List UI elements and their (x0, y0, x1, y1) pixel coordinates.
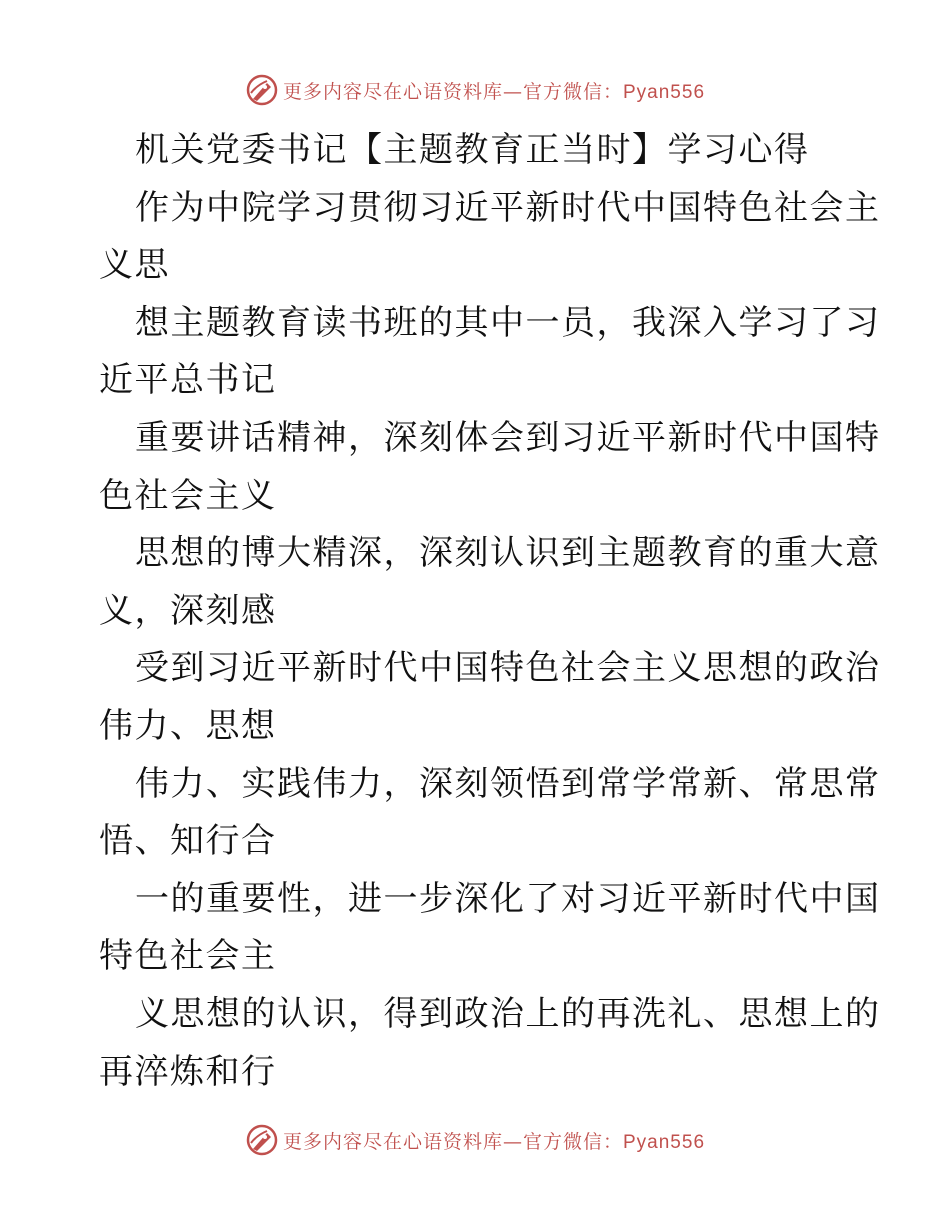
pen-nib-logo-icon (245, 73, 279, 107)
paragraph-line: 重要讲话精神，深刻体会到习近平新时代中国特 (135, 417, 881, 458)
paragraph-line: 色社会主义 (99, 475, 277, 516)
paragraph-line: 悟、知行合 (99, 821, 277, 862)
paragraph-line: 一的重要性，进一步深化了对习近平新时代中国 (135, 878, 881, 919)
paragraph-line: 近平总书记 (99, 360, 277, 401)
footer-banner-text (283, 1127, 705, 1154)
header-wechat-id: Pyan556 (623, 81, 706, 103)
paragraph-line: 特色社会主 (99, 936, 277, 977)
footer-banner-label: 更多内容尽在心语资料库—官方微信： (282, 1130, 623, 1153)
paragraph-line: 义思 (99, 245, 170, 286)
header-banner-text (283, 77, 705, 104)
paragraph-line: 伟力、实践伟力，深刻领悟到常学常新、常思常 (135, 763, 881, 804)
header-banner-label: 更多内容尽在心语资料库—官方微信： (282, 80, 623, 103)
header-banner (0, 70, 950, 110)
paragraph-line: 义，深刻感 (99, 590, 277, 631)
pen-nib-logo-icon (245, 1123, 279, 1157)
footer-banner (0, 1120, 950, 1160)
paragraph-line: 义思想的认识，得到政治上的再洗礼、思想上的 (135, 993, 881, 1034)
document-body (99, 122, 881, 1101)
paragraph-line: 受到习近平新时代中国特色社会主义思想的政治 (135, 648, 881, 689)
paragraph-line: 再淬炼和行 (99, 1051, 277, 1092)
document-title: 机关党委书记【主题教育正当时】学习心得 (135, 130, 810, 170)
paragraph-line: 伟力、思想 (99, 705, 277, 746)
paragraph-line: 思想的博大精深，深刻认识到主题教育的重大意 (135, 533, 881, 574)
footer-wechat-id: Pyan556 (623, 1131, 706, 1153)
paragraph-line: 作为中院学习贯彻习近平新时代中国特色社会主 (135, 187, 881, 228)
paragraph-line: 想主题教育读书班的其中一员，我深入学习了习 (135, 302, 881, 343)
